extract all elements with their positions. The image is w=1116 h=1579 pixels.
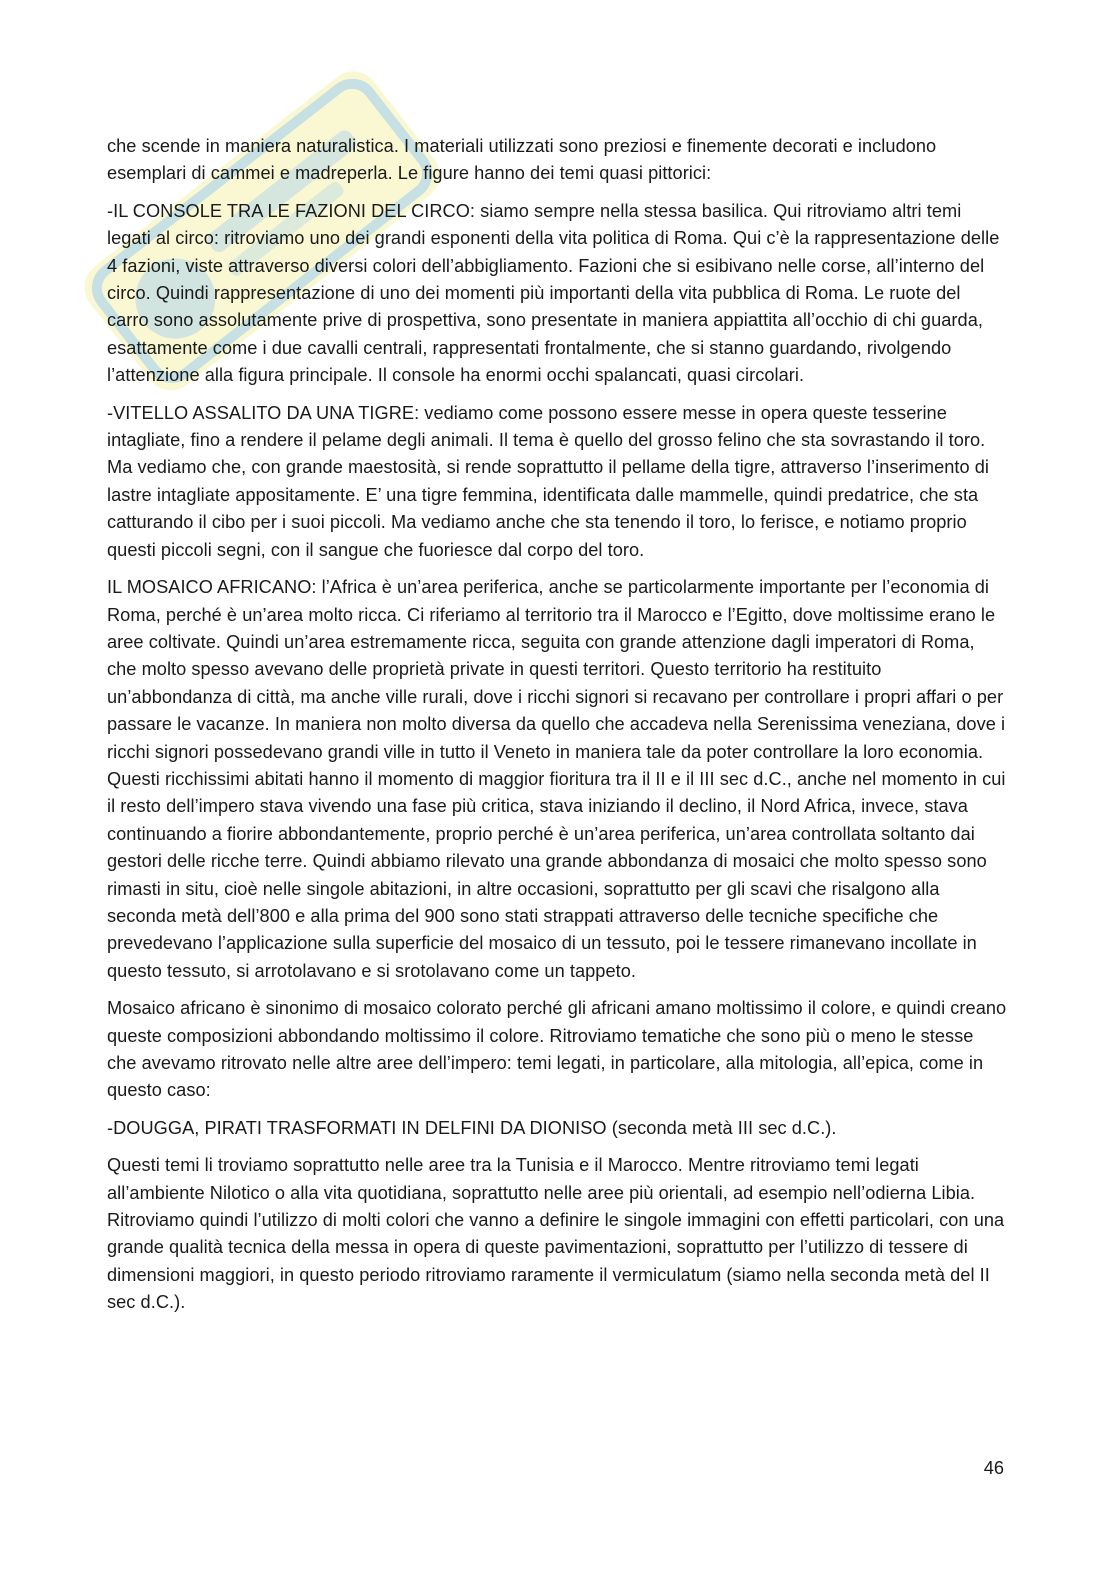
paragraph-dougga: -DOUGGA, PIRATI TRASFORMATI IN DELFINI DA DIONISO (seconda metà III sec d.C.). (107, 1117, 837, 1138)
paragraph-vitello-tigre: -VITELLO ASSALITO DA UNA TIGRE: vediamo come possono essere messe in opera queste tesserine intagliate, fino a rendere il pelame degli animali. Il tema è quello del grosso felino che sta sovrastando il toro. Ma vediamo che, con grande maestosità, si rende soprattutto il pellame della tigre, attraverso l’inserimento di lastre intagliate appositamente. E’ una tigre femmina, identificata dalle mammelle, quindi predatrice, che sta catturando il cibo per i suoi piccoli. Ma vediamo anche che sta tenendo il toro, lo ferisce, e notiamo proprio questi piccoli segni, con il sangue che fuoriesce dal corpo del toro. (107, 402, 990, 560)
paragraph-mosaico-africano: IL MOSAICO AFRICANO: l’Africa è un’area periferica, anche se particolarmente importante per l’economia di Roma, perché è un’area molto ricca. Ci riferiamo al territorio tra il Marocco e l’Egitto, dove moltissime erano le aree coltivate. Quindi un’area estremamente ricca, seguita con grande attenzione dagli imperatori di Roma, che molto spesso avevano delle proprietà private in questi territori. Questo territorio ha restituito un’abbondanza di città, ma anche ville rurali, dove i ricchi signori si recavano per controllare i propri affari o per passare le vacanze. In maniera non molto diversa da quello che accadeva nella Serenissima veneziana, dove i ricchi signori possedevano grandi ville in tutto il Veneto in maniera tale da poter controllare la loro economia. Questi ricchissimi abitati hanno il momento di maggior fioritura tra il II e il III sec d.C., anche nel momento in cui il resto dell’impero stava vivendo una fase più critica, stava iniziando il declino, il Nord Africa, invece, stava continuando a fiorire abbondantemente, proprio perché è un’area periferica, un’area controllata soltanto dai gestori delle ricche terre. Quindi abbiamo rilevato una grande abbondanza di mosaici che molto spesso sono rimasti in situ, cioè nelle singole abitazioni, in altre occasioni, soprattutto per gli scavi che risalgono alla seconda metà dell’800 e alla prima del 900 sono stati strappati attraverso delle tecniche specifiche che prevedevano l’applicazione sulla superficie del mosaico di un tessuto, poi le tessere rimanevano incollate in questo tessuto, si arrotolavano e si srotolavano come un tappeto. (107, 577, 1006, 981)
paragraph-console-fazioni: -IL CONSOLE TRA LE FAZIONI DEL CIRCO: siamo sempre nella stessa basilica. Qui ritroviamo altri temi legati al circo: ritroviamo uno dei grandi esponenti della vita politica di Roma. Qui c’è la rappresentazione delle 4 fazioni, viste attraverso diversi colori dell’abbigliamento. Fazioni che si esibivano nelle corse, all’interno del circo. Quindi rappresentazione di uno dei momenti più importanti della vita pubblica di Roma. Le ruote del carro sono assolutamente prive di prospettiva, sono presentate in maniera appiattita all’occhio di chi guarda, esattamente come i due cavalli centrali, rappresentati frontalmente, che si stanno guardando, rivolgendo l’attenzione alla figura principale. Il console ha enormi occhi spalancati, quasi circolari. (107, 200, 1000, 386)
paragraph-intro: che scende in maniera naturalistica. I materiali utilizzati sono preziosi e finemente decorati e includono esemplari di cammei e madreperla. Le figure hanno dei temi quasi pittorici: (107, 136, 937, 184)
page-number: 46 (983, 1458, 1004, 1478)
paragraph-temi-aree: Questi temi li troviamo soprattutto nelle aree tra la Tunisia e il Marocco. Mentre ritroviamo temi legati all’ambiente Nilotico o alla vita quotidiana, soprattutto nelle aree più orientali, ad esempio nell’odierna Libia. Ritroviamo quindi l’utilizzo di molti colori che vanno a definire le singole immagini con effetti particolari, con una grande qualità tecnica della messa in opera di queste pavimentazioni, soprattutto per l’utilizzo di tessere di dimensioni maggiori, in questo periodo ritroviamo raramente il vermiculatum (siamo nella seconda metà del II sec d.C.). (107, 1155, 1005, 1313)
page-body (107, 133, 1007, 1327)
paragraph-mosaico-colorato: Mosaico africano è sinonimo di mosaico colorato perché gli africani amano moltissimo il colore, e quindi creano queste composizioni abbondando moltissimo il colore. Ritroviamo tematiche che sono più o meno le stesse che avevamo ritrovato nelle altre aree dell’impero: temi legati, in particolare, alla mitologia, all’epica, come in questo caso: (107, 998, 1007, 1101)
